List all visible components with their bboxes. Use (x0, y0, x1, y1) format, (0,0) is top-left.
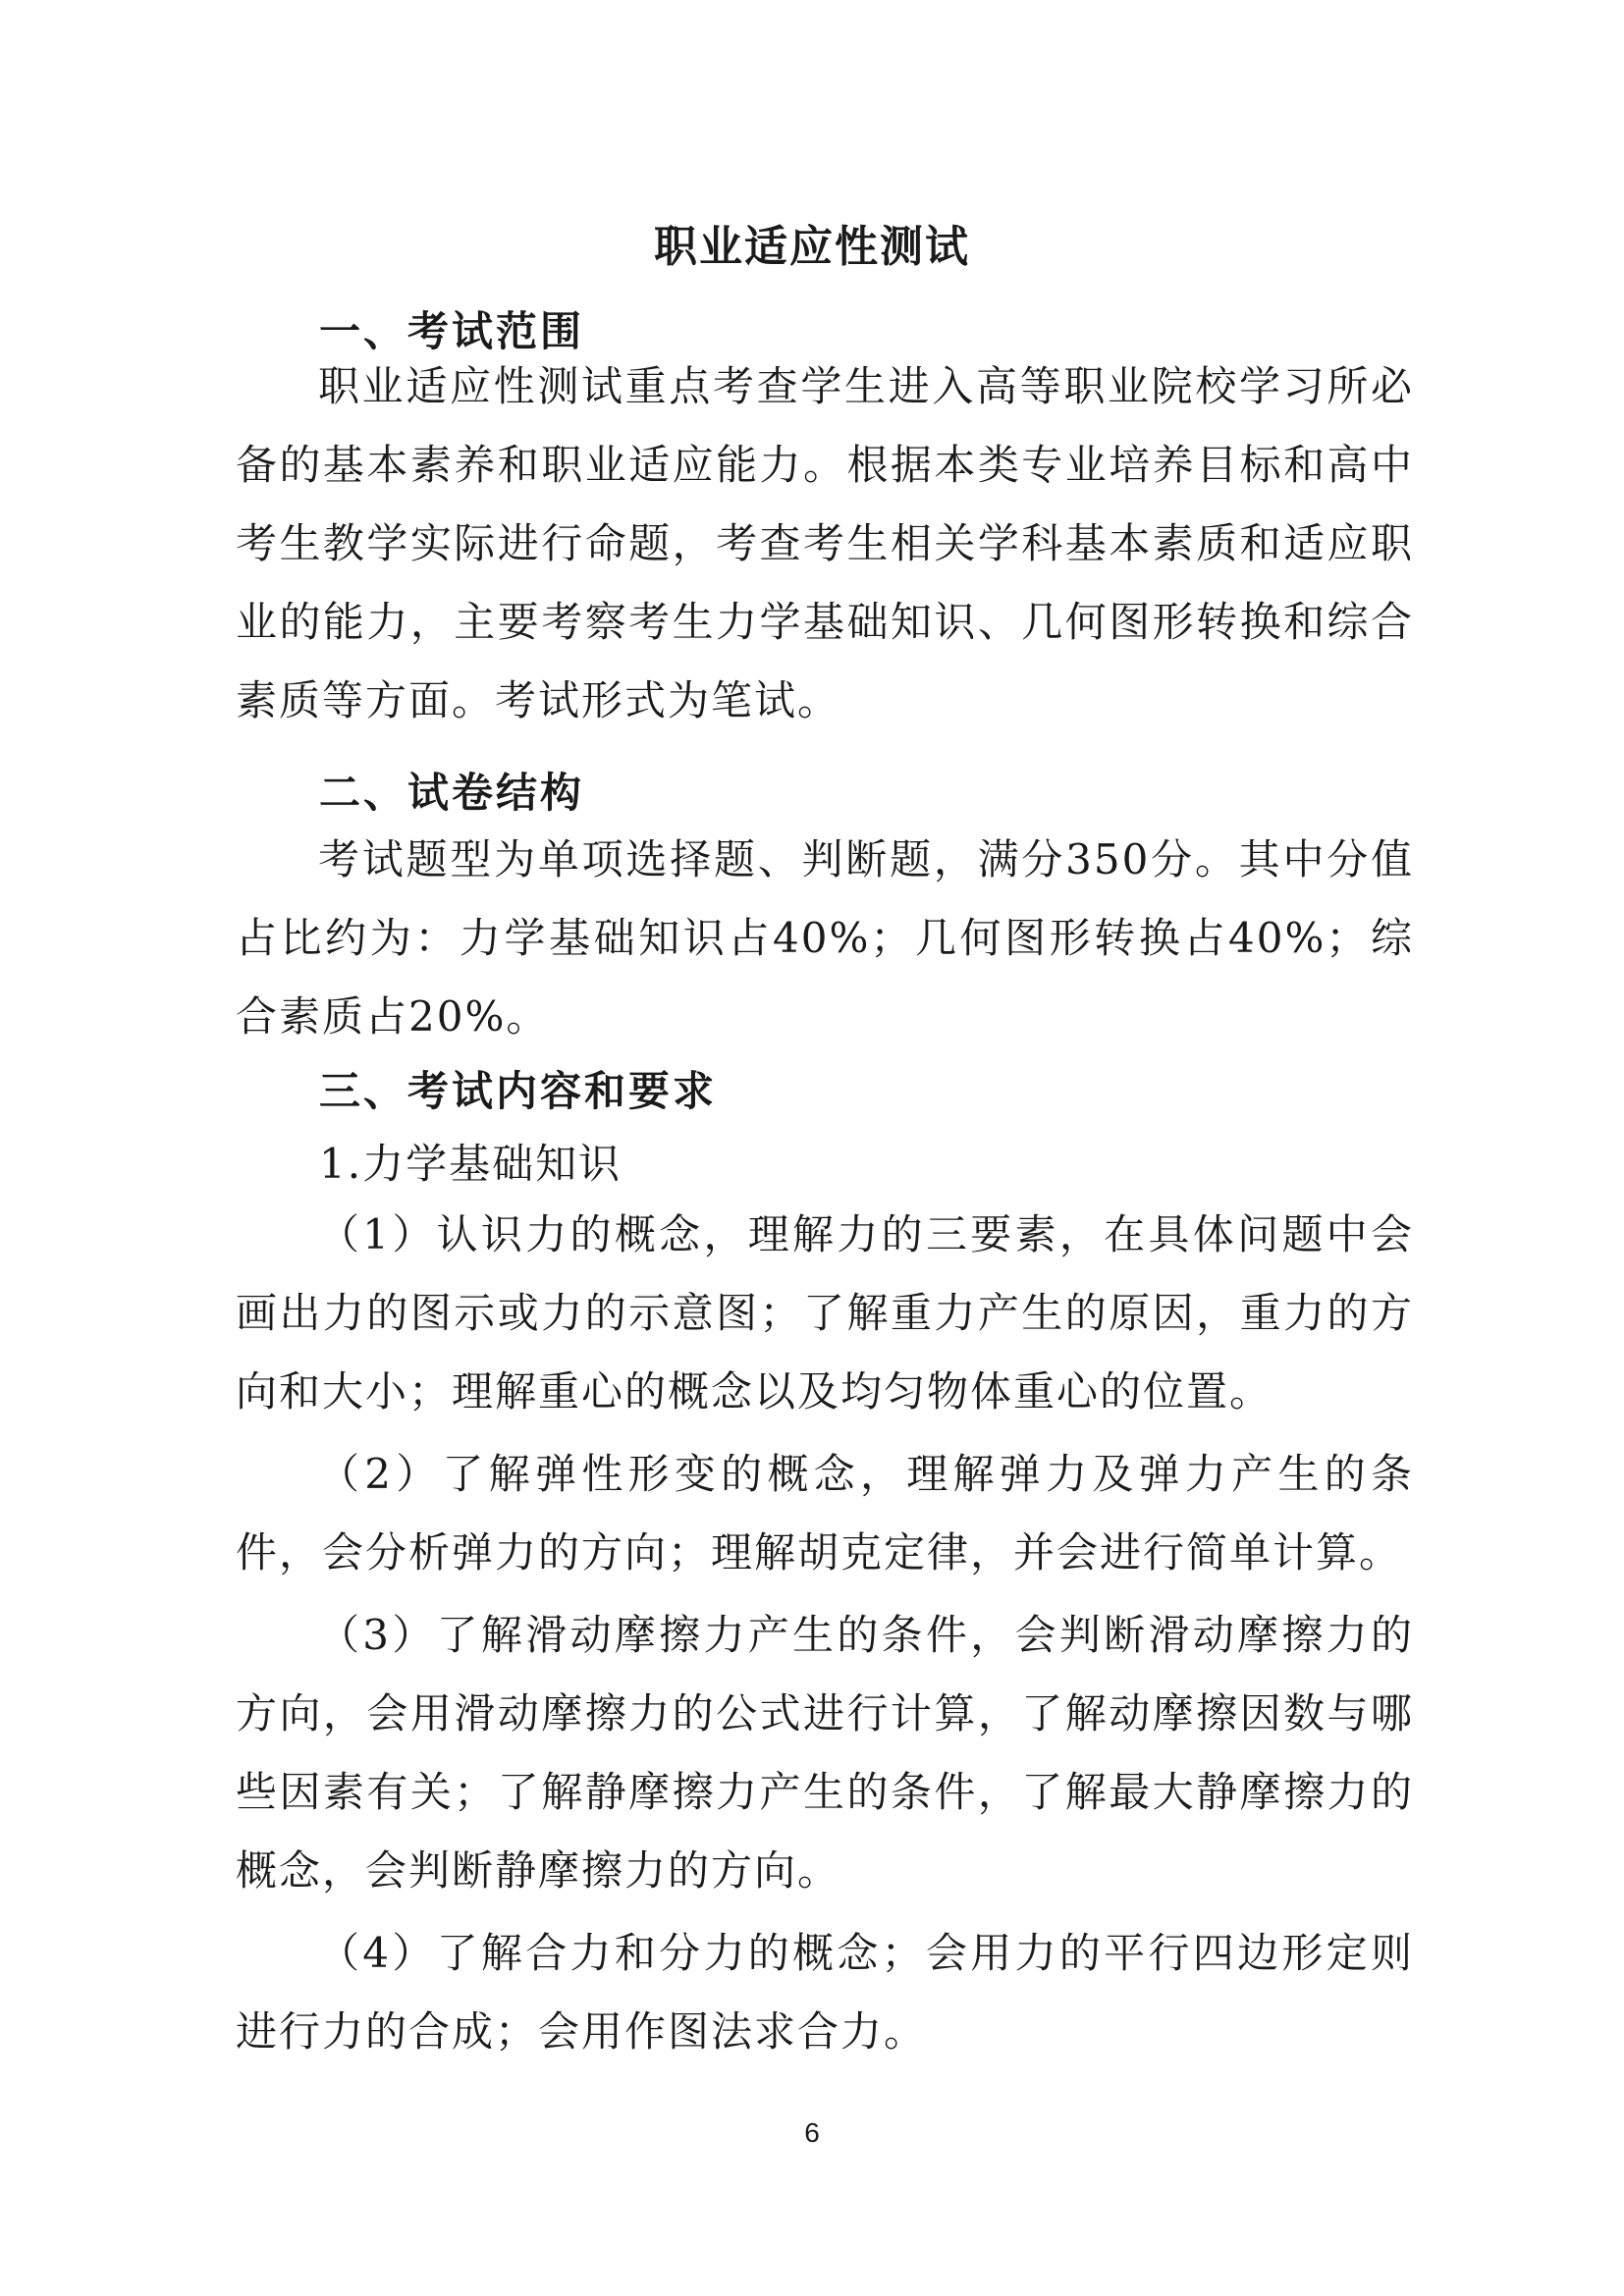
document-title: 职业适应性测试 (654, 222, 970, 272)
section-heading-structure: 二、试卷结构 (319, 769, 585, 817)
content-item-3: （3）了解滑动摩擦力产生的条件，会判断滑动摩擦力的方向，会用滑动摩擦力的公式进行计算，了解动摩擦因数与哪些因素有关；了解静摩擦力产生的条件，了解最大静摩擦力的概念，会判断静摩擦力的方向。 (236, 1611, 1414, 1895)
content-item-2: （2）了解弹性形变的概念，理解弹力及弹力产生的条件，会分析弹力的方向；理解胡克定律，并会进行简单计算。 (236, 1450, 1414, 1576)
structure-paragraph: 考试题型为单项选择题、判断题，满分350分。其中分值占比约为：力学基础知识占40%；几何图形转换占40%；综合素质占20%。 (236, 835, 1414, 1041)
section-heading-content: 三、考试内容和要求 (319, 1067, 718, 1115)
content-item-4: （4）了解合力和分力的概念；会用力的平行四边形定则进行力的合成；会用作图法求合力。 (236, 1929, 1414, 2056)
scope-paragraph: 职业适应性测试重点考查学生进入高等职业院校学习所必备的基本素养和职业适应能力。根据本类专业培养目标和高中考生教学实际进行命题，考查考生相关学科基本素质和适应职业的能力，主要考察考生力学基础知识、几何图形转换和综合素质等方面。考试形式为笔试。 (236, 362, 1414, 724)
subsection-heading-mechanics: 1.力学基础知识 (319, 1140, 623, 1188)
page-number: 6 (804, 2117, 820, 2148)
content-item-1: （1）认识力的概念，理解力的三要素，在具体问题中会画出力的图示或力的示意图；了解重力产生的原因，重力的方向和大小；理解重心的概念以及均匀物体重心的位置。 (236, 1210, 1414, 1415)
section-heading-scope: 一、考试范围 (319, 307, 585, 355)
